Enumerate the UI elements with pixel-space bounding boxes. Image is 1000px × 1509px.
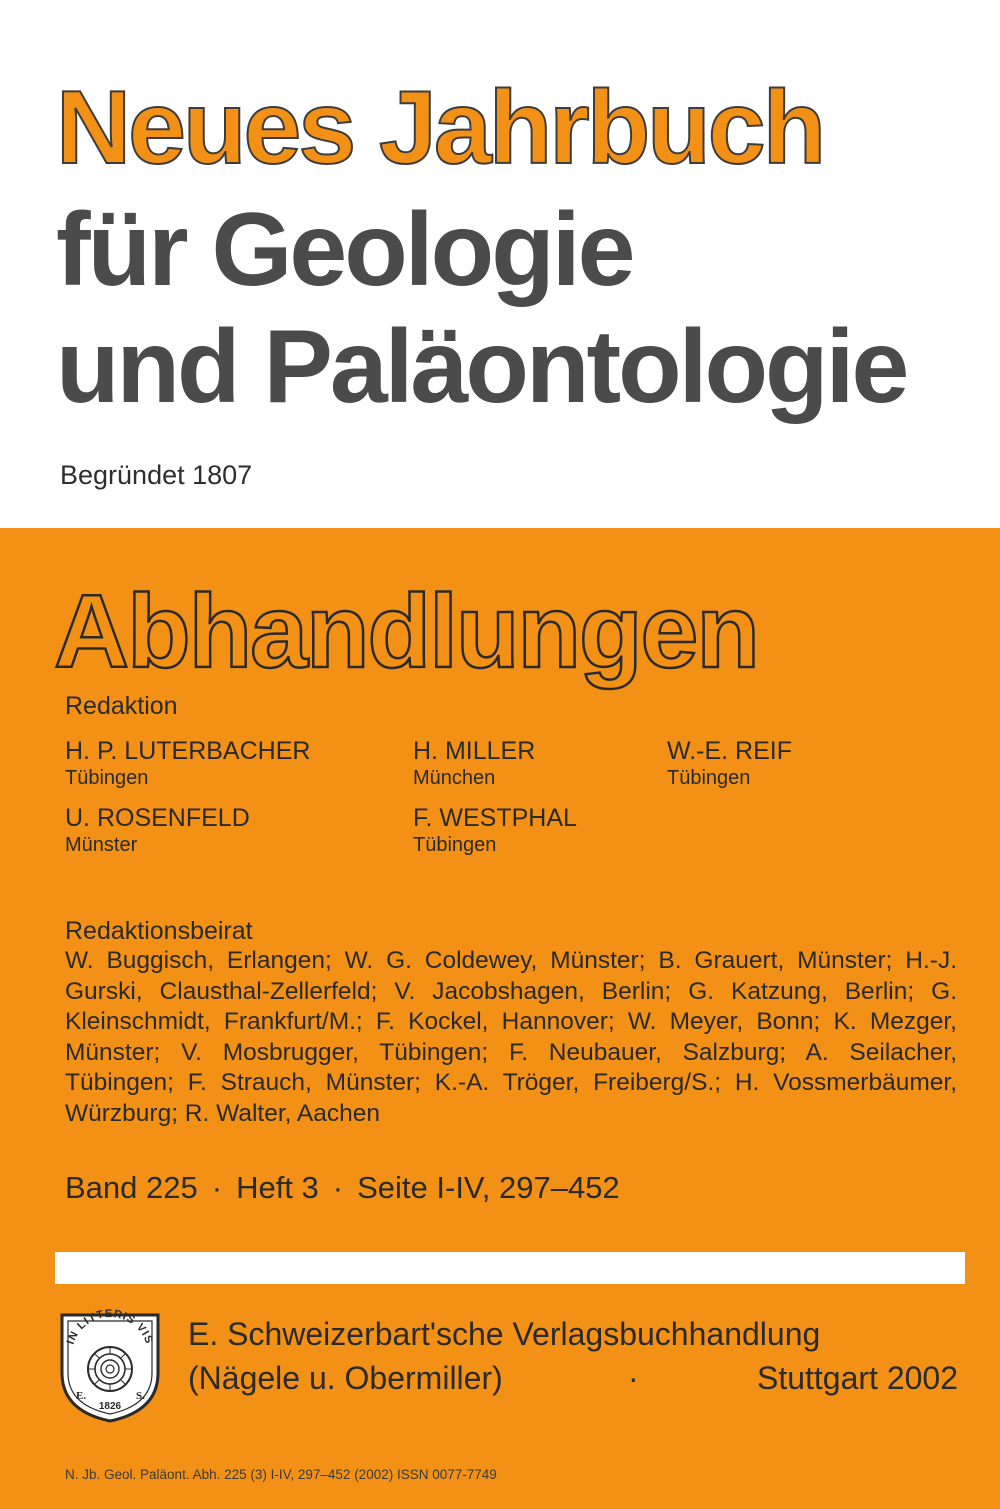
editor-city: Münster	[65, 834, 138, 856]
issue-line	[65, 1170, 620, 1206]
editor-city: München	[413, 767, 496, 789]
editor-name: F. WESTPHAL	[413, 804, 577, 832]
board-label: Redaktionsbeirat	[65, 917, 253, 945]
journal-title-line3: und Paläontologie	[56, 309, 907, 425]
editor-city: Tübingen	[65, 767, 149, 789]
page-range: Seite I-IV, 297–452	[357, 1170, 620, 1205]
citation-line: N. Jb. Geol. Paläont. Abh. 225 (3) I-IV, 297–452 (2002) ISSN 0077-7749	[65, 1467, 497, 1482]
logo-year: 1826	[98, 1401, 122, 1412]
editor-entry	[65, 736, 310, 790]
logo-initial-right: S.	[136, 1390, 145, 1402]
board-members: W. Buggisch, Erlangen; W. G. Coldewey, Münster; B. Grauert, Münster; H.-J. Gurski, Clausthal-Zellerfeld; V. Jacobshagen, Berlin; G. Katzung, Berlin; G. Kleinschmidt, Frankfurt/M.; F. Kockel, Hannover; W. Meyer, Bonn; K. Mezger, Münster; V. Mosbrugger, Tübingen; F. Neubauer, Salzburg; A. Seilacher, Tübingen; F. Strauch, Münster; K.-A. Tröger, Freiberg/S.; H. Vossmerbäumer, Würzburg; R. Walter, Aachen	[65, 947, 957, 1127]
editor-entry	[65, 803, 250, 857]
issue-number: Heft 3	[236, 1170, 319, 1205]
publisher-place-year: Stuttgart 2002	[756, 1360, 958, 1396]
editorial-label: Redaktion	[65, 692, 178, 720]
logo-initial-left: E.	[76, 1390, 87, 1402]
founded-note: Begründet 1807	[60, 460, 253, 490]
series-title: Abhandlungen	[54, 574, 758, 690]
editor-entry	[413, 803, 577, 857]
volume: Band 225	[65, 1170, 198, 1205]
separator-dot: ·	[211, 1170, 223, 1205]
editor-city: Tübingen	[667, 767, 751, 789]
editor-name: H. P. LUTERBACHER	[65, 737, 311, 765]
journal-title-line2: für Geologie	[56, 192, 633, 308]
editor-entry	[667, 736, 792, 790]
publisher-name: E. Schweizerbart'sche Verlagsbuchhandlung	[188, 1316, 821, 1352]
separator-dot: ·	[332, 1170, 344, 1205]
editor-entry	[413, 736, 535, 790]
logo-motto: IN LITTERIS VIS	[64, 1307, 156, 1346]
journal-title-line1: Neues Jahrbuch	[56, 70, 824, 186]
ammonite-seal-icon	[54, 1303, 166, 1425]
white-strip	[55, 1252, 965, 1284]
editor-name: W.-E. REIF	[667, 737, 792, 765]
editor-name: H. MILLER	[413, 737, 536, 765]
publisher-owners: (Nägele u. Obermiller)	[188, 1360, 503, 1396]
editor-city: Tübingen	[413, 834, 497, 856]
separator-dot: ·	[628, 1360, 639, 1396]
editor-name: U. ROSENFELD	[65, 804, 250, 832]
